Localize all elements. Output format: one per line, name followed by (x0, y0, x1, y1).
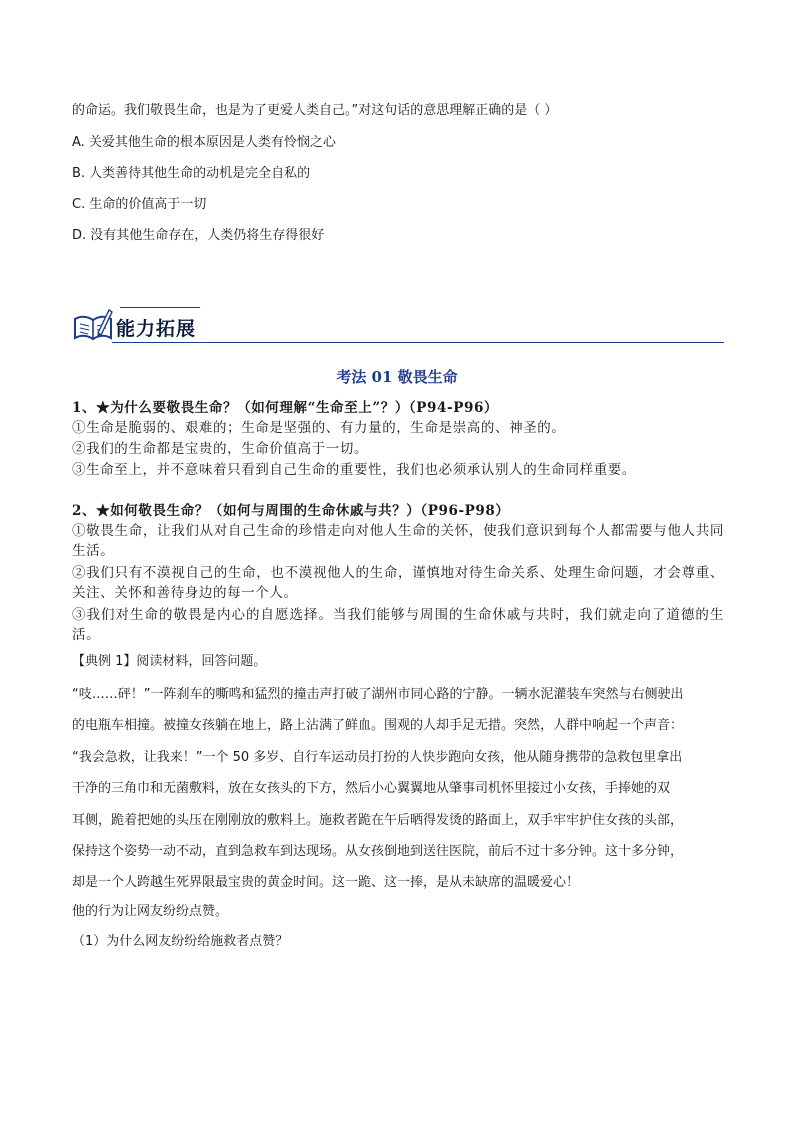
section-underline (112, 342, 724, 343)
option-b: B. 人类善待其他生命的动机是完全自私的 (72, 166, 311, 181)
option-d: D. 没有其他生命存在，人类仍将生存得很好 (72, 228, 325, 243)
material-line: 耳侧，跪着把她的头压在刚刚放的敷料上。施救者跪在午后晒得发烫的路面上，双手牢牢护住女孩的头部， (72, 813, 684, 828)
question-stem-tail: 的命运。我们敬畏生命，也是为了更爱人类自己。”对这句话的意思理解正确的是（ ） (72, 103, 558, 118)
material-line: “吱……砰！”一阵刹车的嘶鸣和猛烈的撞击声打破了湖州市同心路的宁静。一辆水泥灌装车突然与右侧驶出 (72, 687, 684, 702)
section-title: 能力拓展 (116, 318, 197, 340)
knowledge-q1-point-2: ②我们的生命都是宝贵的，生命价值高于一切。 (72, 441, 369, 457)
example-instruction: 阅读材料，回答问题。 (136, 654, 267, 669)
knowledge-q2-heading: 2、★如何敬畏生命？（如何与周围的生命休戚与共？）（P96-P98） (72, 503, 510, 519)
option-a: A. 关爱其他生命的根本原因是人类有怜悯之心 (72, 135, 336, 150)
example-header (72, 654, 266, 670)
material-line: 干净的三角巾和无菌敷料，放在女孩头的下方，然后小心翼翼地从肇事司机怀里接过小女孩，手捧她的双 (72, 781, 671, 796)
open-book-pen-icon (72, 307, 114, 343)
option-c: C. 生命的价值高于一切 (72, 197, 207, 212)
knowledge-q1-heading: 1、★为什么要敬畏生命？（如何理解“生命至上”？）（P94-P96） (72, 400, 499, 416)
material-line: 保持这个姿势一动不动，直到急救车到达现场。从女孩倒地到送往医院，前后不过十多分钟。这十多分钟， (72, 844, 684, 859)
material-line: 的电瓶车相撞。被撞女孩躺在地上，路上沾满了鲜血。围观的人却手足无措。突然，人群中响起一个声音： (72, 718, 684, 733)
material-line: 却是一个人跨越生死界限最宝贵的黄金时间。这一跪、这一捧，是从未缺席的温暖爱心！ (72, 875, 580, 890)
material-line: “我会急救，让我来！”一个 50 多岁、自行车运动员打扮的人快步跑向女孩，他从随身携带的急救包里拿出 (72, 750, 683, 765)
knowledge-q1-point-3: ③生命至上，并不意味着只看到自己生命的重要性，我们也必须承认别人的生命同样重要。 (72, 462, 636, 478)
knowledge-q1-point-1: ①生命是脆弱的、艰难的；生命是坚强的、有力量的，生命是崇高的、神圣的。 (72, 420, 566, 436)
knowledge-q2-point-2: ②我们只有不漠视自己的生命，也不漠视他人的生命，谨慎地对待生命关系、处理生命问题，才会尊重、关注、关怀和善待身边的每一个人。 (72, 565, 724, 601)
knowledge-q2-point-3: ③我们对生命的敬畏是内心的自愿选择。当我们能够与周围的生命休戚与共时，我们就走向了道德的生活。 (72, 607, 724, 643)
example-label: 【典例 1】 (72, 654, 137, 669)
knowledge-q2-point-1: ①敬畏生命，让我们从对自己生命的珍惜走向对他人生命的关怀，使我们意识到每个人都需要与他人共同生活。 (72, 523, 724, 559)
material-line: 他的行为让网友纷纷点赞。 (72, 904, 229, 919)
kaofa-title: 考法 01 敬畏生命 (336, 368, 458, 386)
section-top-rule (120, 307, 200, 308)
sub-question-1: （1）为什么网友纷纷给施救者点赞？ (72, 934, 289, 949)
